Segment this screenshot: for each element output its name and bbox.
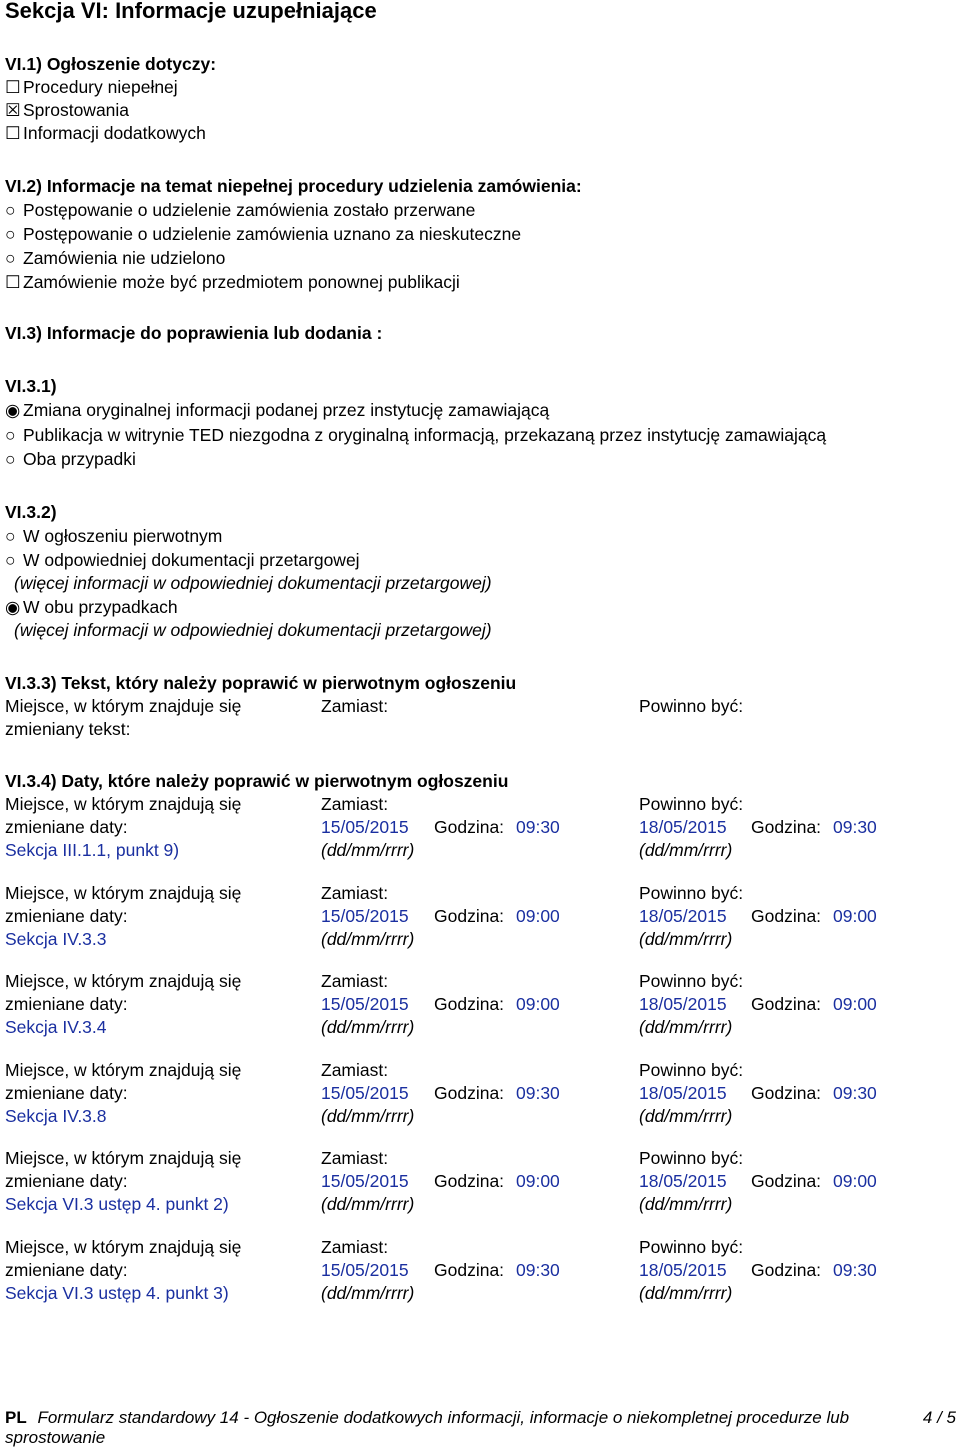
option-label: Informacji dodatkowych: [23, 123, 206, 143]
vi32-note-dokumentacja: (więcej informacji w odpowiedniej dokumentacji przetargowej): [14, 573, 492, 593]
place-label: Miejsce, w którym znajdują się: [5, 971, 242, 991]
old-time: 09:00: [516, 994, 560, 1014]
new-time: 09:00: [833, 1171, 877, 1191]
vi32-heading: VI.3.2): [5, 502, 57, 522]
new-time: 09:30: [833, 1082, 877, 1103]
should-label: Powinno być:: [639, 794, 744, 814]
option-label: Postępowanie o udzielenie zamówienia zostało przerwane: [23, 200, 476, 220]
option-label: Publikacja w witrynie TED niezgodna z oryginalną informacją, przekazaną przez instytucję zamawiającą: [23, 425, 827, 445]
vi2-heading: VI.2) Informacje na temat niepełnej procedury udzielenia zamówienia:: [5, 176, 582, 196]
section-ref: Sekcja IV.3.8: [5, 1105, 107, 1126]
place-label-2: zmieniane daty:: [5, 1259, 128, 1280]
place-label: Miejsce, w którym znajdują się: [5, 794, 242, 814]
place-label: Miejsce, w którym znajdują się: [5, 1148, 242, 1168]
new-date: 18/05/2015: [639, 1171, 727, 1191]
should-label: Powinno być:: [639, 1236, 744, 1257]
instead-label: Zamiast:: [321, 882, 389, 903]
vi2-option-nieskuteczne: [5, 223, 521, 245]
section-title: Sekcja VI: Informacje uzupełniające: [5, 0, 377, 23]
place-label-2: zmieniane daty:: [5, 1171, 128, 1191]
new-date: 18/05/2015: [639, 905, 727, 926]
old-date: 15/05/2015: [321, 1171, 409, 1191]
instead-label: Zamiast:: [321, 1059, 389, 1080]
radio-selected-icon: ◉: [5, 597, 21, 617]
new-time: 09:30: [833, 817, 877, 837]
vi32-note-oba: (więcej informacji w odpowiedniej dokumentacji przetargowej): [14, 620, 492, 640]
radio-empty-icon: ○: [5, 248, 16, 268]
old-date-format: (dd/mm/rrrr): [321, 1194, 415, 1214]
section-ref: Sekcja IV.3.4: [5, 1017, 107, 1037]
option-label: W ogłoszeniu pierwotnym: [23, 526, 223, 546]
old-hour-label: Godzina:: [434, 994, 505, 1014]
vi1-option-informacji: [5, 122, 206, 144]
vi31-heading: VI.3.1): [5, 376, 57, 396]
new-time: 09:00: [833, 905, 877, 926]
old-hour-label: Godzina:: [434, 1259, 505, 1280]
new-hour-label: Godzina:: [751, 1082, 822, 1103]
should-label: Powinno być:: [639, 1148, 744, 1168]
new-date-format: (dd/mm/rrrr): [639, 1105, 733, 1126]
option-label: W odpowiedniej dokumentacji przetargowej: [23, 550, 360, 570]
old-time: 09:30: [516, 1082, 560, 1103]
vi2-option-nie-udzielono: [5, 247, 225, 269]
vi31-option-oba: [5, 448, 136, 470]
old-date-format: (dd/mm/rrrr): [321, 1017, 415, 1037]
vi1-heading: VI.1) Ogłoszenie dotyczy:: [5, 54, 217, 74]
option-label: W obu przypadkach: [23, 597, 178, 617]
option-label: Postępowanie o udzielenie zamówienia uznano za nieskuteczne: [23, 224, 522, 244]
place-label-2: zmieniane daty:: [5, 1082, 128, 1103]
place-label: Miejsce, w którym znajdują się: [5, 882, 242, 903]
place-label-2: zmieniane daty:: [5, 905, 128, 926]
new-date-format: (dd/mm/rrrr): [639, 840, 733, 860]
old-date-format: (dd/mm/rrrr): [321, 1282, 415, 1303]
vi33-place-label: Miejsce, w którym znajduje się: [5, 696, 242, 716]
radio-selected-icon: ◉: [5, 400, 21, 420]
instead-label: Zamiast:: [321, 1148, 389, 1168]
footer-form-title-2: sprostowanie: [5, 1428, 106, 1447]
vi1-option-procedury: [5, 76, 178, 98]
footer-page-number: 4 / 5: [922, 1408, 956, 1427]
place-label: Miejsce, w którym znajdują się: [5, 1236, 242, 1257]
should-label: Powinno być:: [639, 971, 744, 991]
should-label: Powinno być:: [639, 1059, 744, 1080]
place-label-2: zmieniane daty:: [5, 817, 128, 837]
old-date: 15/05/2015: [321, 1082, 409, 1103]
footer-form-title: Formularz standardowy 14 - Ogłoszenie dodatkowych informacji, informacje o niekompletnej procedurze lub: [37, 1408, 850, 1427]
new-date: 18/05/2015: [639, 1259, 727, 1280]
vi32-option-pierwotne: [5, 525, 222, 547]
old-date-format: (dd/mm/rrrr): [321, 928, 415, 949]
vi33-heading: VI.3.3) Tekst, który należy poprawić w pierwotnym ogłoszeniu: [5, 673, 517, 693]
page-footer: [5, 1408, 960, 1448]
new-hour-label: Godzina:: [751, 1171, 822, 1191]
vi31-option-zmiana: [5, 399, 549, 421]
vi31-option-ted: [5, 424, 826, 446]
vi1-option-sprostowania: [5, 99, 129, 121]
vi33-place-label-2: zmieniany tekst:: [5, 719, 131, 739]
option-label: Zamówienia nie udzielono: [23, 248, 226, 268]
footer-lang: PL: [5, 1408, 27, 1427]
old-date-format: (dd/mm/rrrr): [321, 840, 415, 860]
vi2-option-przerwane: [5, 199, 475, 221]
old-hour-label: Godzina:: [434, 905, 505, 926]
old-time: 09:00: [516, 905, 560, 926]
option-label: Procedury niepełnej: [23, 77, 178, 97]
old-date: 15/05/2015: [321, 994, 409, 1014]
old-date: 15/05/2015: [321, 817, 409, 837]
old-time: 09:30: [516, 1259, 560, 1280]
new-time: 09:00: [833, 994, 877, 1014]
section-ref: Sekcja VI.3 ustęp 4. punkt 2): [5, 1194, 229, 1214]
checkbox-empty-icon: ☐: [5, 123, 21, 143]
old-hour-label: Godzina:: [434, 1082, 505, 1103]
vi3-heading: VI.3) Informacje do poprawienia lub dodania :: [5, 323, 383, 343]
checkbox-empty-icon: ☐: [5, 272, 21, 292]
vi32-option-oba: [5, 596, 178, 618]
old-hour-label: Godzina:: [434, 1171, 505, 1191]
vi32-option-dokumentacja: [5, 549, 360, 571]
old-date: 15/05/2015: [321, 905, 409, 926]
new-date-format: (dd/mm/rrrr): [639, 1282, 733, 1303]
option-label: Zamówienie może być przedmiotem ponownej publikacji: [23, 272, 460, 292]
vi34-heading: VI.3.4) Daty, które należy poprawić w pierwotnym ogłoszeniu: [5, 771, 509, 791]
new-time: 09:30: [833, 1259, 877, 1280]
radio-empty-icon: ○: [5, 526, 16, 546]
new-date: 18/05/2015: [639, 1082, 727, 1103]
instead-label: Zamiast:: [321, 794, 389, 814]
old-time: 09:30: [516, 817, 560, 837]
vi33-instead-label: Zamiast:: [321, 696, 389, 716]
option-label: Sprostowania: [23, 100, 130, 120]
new-hour-label: Godzina:: [751, 1259, 822, 1280]
new-hour-label: Godzina:: [751, 994, 822, 1014]
new-date-format: (dd/mm/rrrr): [639, 928, 733, 949]
vi33-should-label: Powinno być:: [639, 696, 744, 716]
section-ref: Sekcja VI.3 ustęp 4. punkt 3): [5, 1282, 229, 1303]
instead-label: Zamiast:: [321, 971, 389, 991]
section-ref: Sekcja IV.3.3: [5, 928, 107, 949]
old-time: 09:00: [516, 1171, 560, 1191]
option-label: Oba przypadki: [23, 449, 136, 469]
new-date-format: (dd/mm/rrrr): [639, 1017, 733, 1037]
place-label-2: zmieniane daty:: [5, 994, 128, 1014]
new-date-format: (dd/mm/rrrr): [639, 1194, 733, 1214]
old-date: 15/05/2015: [321, 1259, 409, 1280]
new-date: 18/05/2015: [639, 994, 727, 1014]
section-ref: Sekcja III.1.1, punkt 9): [5, 840, 180, 860]
radio-empty-icon: ○: [5, 550, 16, 570]
new-hour-label: Godzina:: [751, 905, 822, 926]
new-date: 18/05/2015: [639, 817, 727, 837]
old-hour-label: Godzina:: [434, 817, 505, 837]
place-label: Miejsce, w którym znajdują się: [5, 1059, 242, 1080]
option-label: Zmiana oryginalnej informacji podanej przez instytucję zamawiającą: [23, 400, 550, 420]
should-label: Powinno być:: [639, 882, 744, 903]
radio-empty-icon: ○: [5, 449, 16, 469]
radio-empty-icon: ○: [5, 425, 16, 445]
old-date-format: (dd/mm/rrrr): [321, 1105, 415, 1126]
checkbox-empty-icon: ☐: [5, 77, 21, 97]
instead-label: Zamiast:: [321, 1236, 389, 1257]
vi2-option-ponowna-publikacja: [5, 271, 460, 293]
radio-empty-icon: ○: [5, 200, 16, 220]
checkbox-checked-icon: ☒: [5, 100, 21, 120]
radio-empty-icon: ○: [5, 224, 16, 244]
new-hour-label: Godzina:: [751, 817, 822, 837]
